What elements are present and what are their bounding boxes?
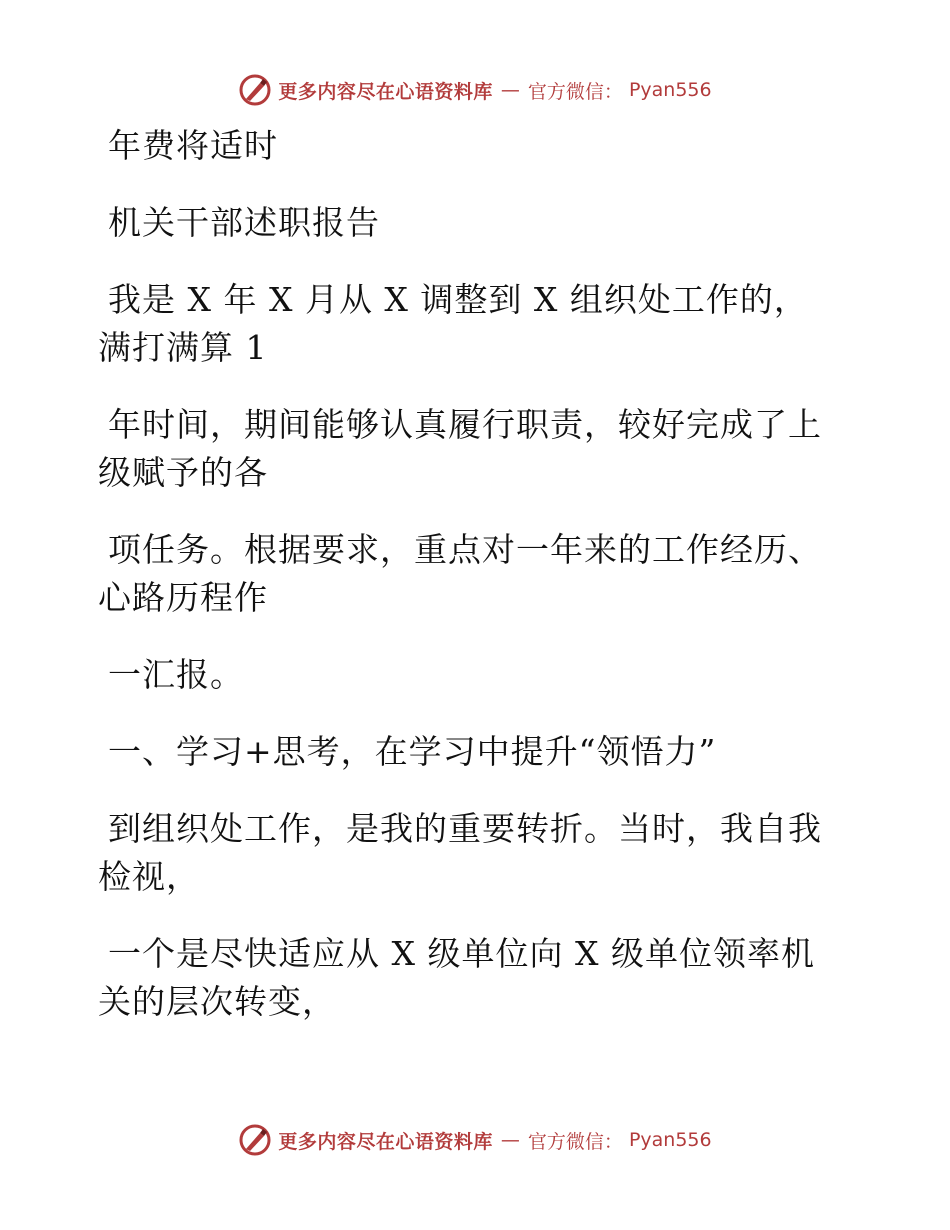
banner-wechat-label: 官方微信： — [527, 1130, 623, 1153]
paragraph — [98, 526, 838, 622]
paragraph — [98, 651, 838, 699]
text-line: 检视， — [98, 857, 200, 896]
banner-wechat-id: Pyan556 — [628, 79, 712, 101]
pen-logo-icon — [238, 1123, 272, 1157]
text-line: 级赋予的各 — [98, 453, 268, 492]
text-line: 关的层次转变， — [98, 982, 336, 1021]
section-heading — [98, 728, 838, 776]
banner-dash: — — [500, 79, 520, 101]
text-line: 我是 X 年 X 月从 X 调整到 X 组织处工作的， — [108, 280, 808, 319]
text-line: 一汇报。 — [108, 655, 244, 694]
document-body — [98, 122, 838, 1026]
banner-wechat-label: 官方微信： — [527, 80, 623, 103]
text-line: 心路历程作 — [98, 578, 268, 617]
text-line: 满打满算 1 — [98, 328, 268, 367]
text-line: 项任务。根据要求，重点对一年来的工作经历、 — [108, 530, 822, 569]
text-line: 到组织处工作，是我的重要转折。当时，我自我 — [108, 809, 822, 848]
paragraph — [98, 276, 838, 372]
paragraph — [98, 122, 838, 170]
text-line: 年时间，期间能够认真履行职责，较好完成了上 — [108, 405, 822, 444]
footer-banner — [0, 1120, 950, 1160]
header-banner — [0, 70, 950, 110]
paragraph — [98, 805, 838, 901]
text-line: 机关干部述职报告 — [108, 203, 380, 242]
text-line: 年费将适时 — [108, 126, 278, 165]
paragraph — [98, 401, 838, 497]
pen-logo-icon — [238, 73, 272, 107]
document-title — [98, 199, 838, 247]
text-line: 一个是尽快适应从 X 级单位向 X 级单位领率机 — [108, 934, 815, 973]
text-line: 一、学习+思考，在学习中提升“领悟力” — [108, 732, 717, 771]
banner-wechat-id: Pyan556 — [628, 1129, 712, 1151]
banner-main-text: 更多内容尽在心语资料库 — [278, 1130, 493, 1153]
banner-dash: — — [500, 1129, 520, 1151]
banner-main-text: 更多内容尽在心语资料库 — [278, 80, 493, 103]
paragraph — [98, 930, 838, 1026]
